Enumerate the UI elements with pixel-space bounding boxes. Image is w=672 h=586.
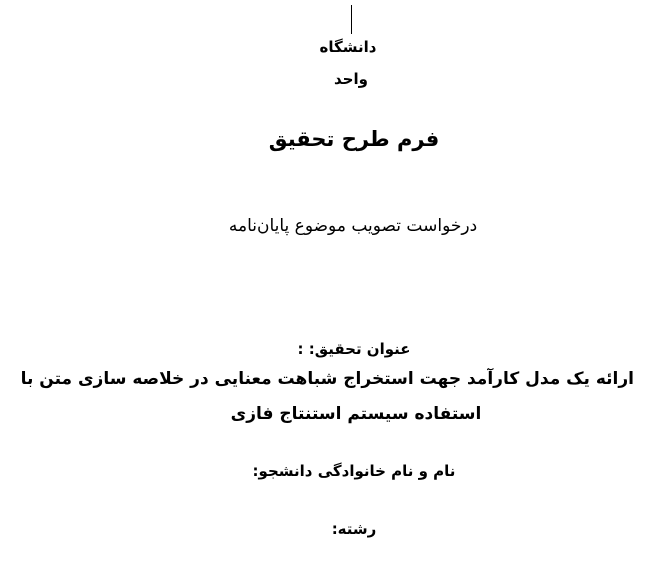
university-label: دانشگاه <box>319 38 377 56</box>
field-label: رشته: <box>331 520 377 538</box>
unit-label: واحد <box>334 70 368 88</box>
text-cursor <box>351 5 352 34</box>
student-name-label: نام و نام خانوادگی دانشجو: <box>252 462 456 480</box>
research-title-line-2: استفاده سیستم استنتاج فازی <box>230 404 482 424</box>
form-title: فرم طرح تحقیق <box>268 127 440 151</box>
request-subtitle: درخواست تصویب موضوع پایان‌نامه <box>228 216 478 236</box>
research-title-line-1: ارائه یک مدل کارآمد جهت استخراج شباهت معنایی در خلاصه سازی متن با <box>20 369 634 389</box>
research-title-label: عنوان تحقیق: : <box>297 340 411 358</box>
